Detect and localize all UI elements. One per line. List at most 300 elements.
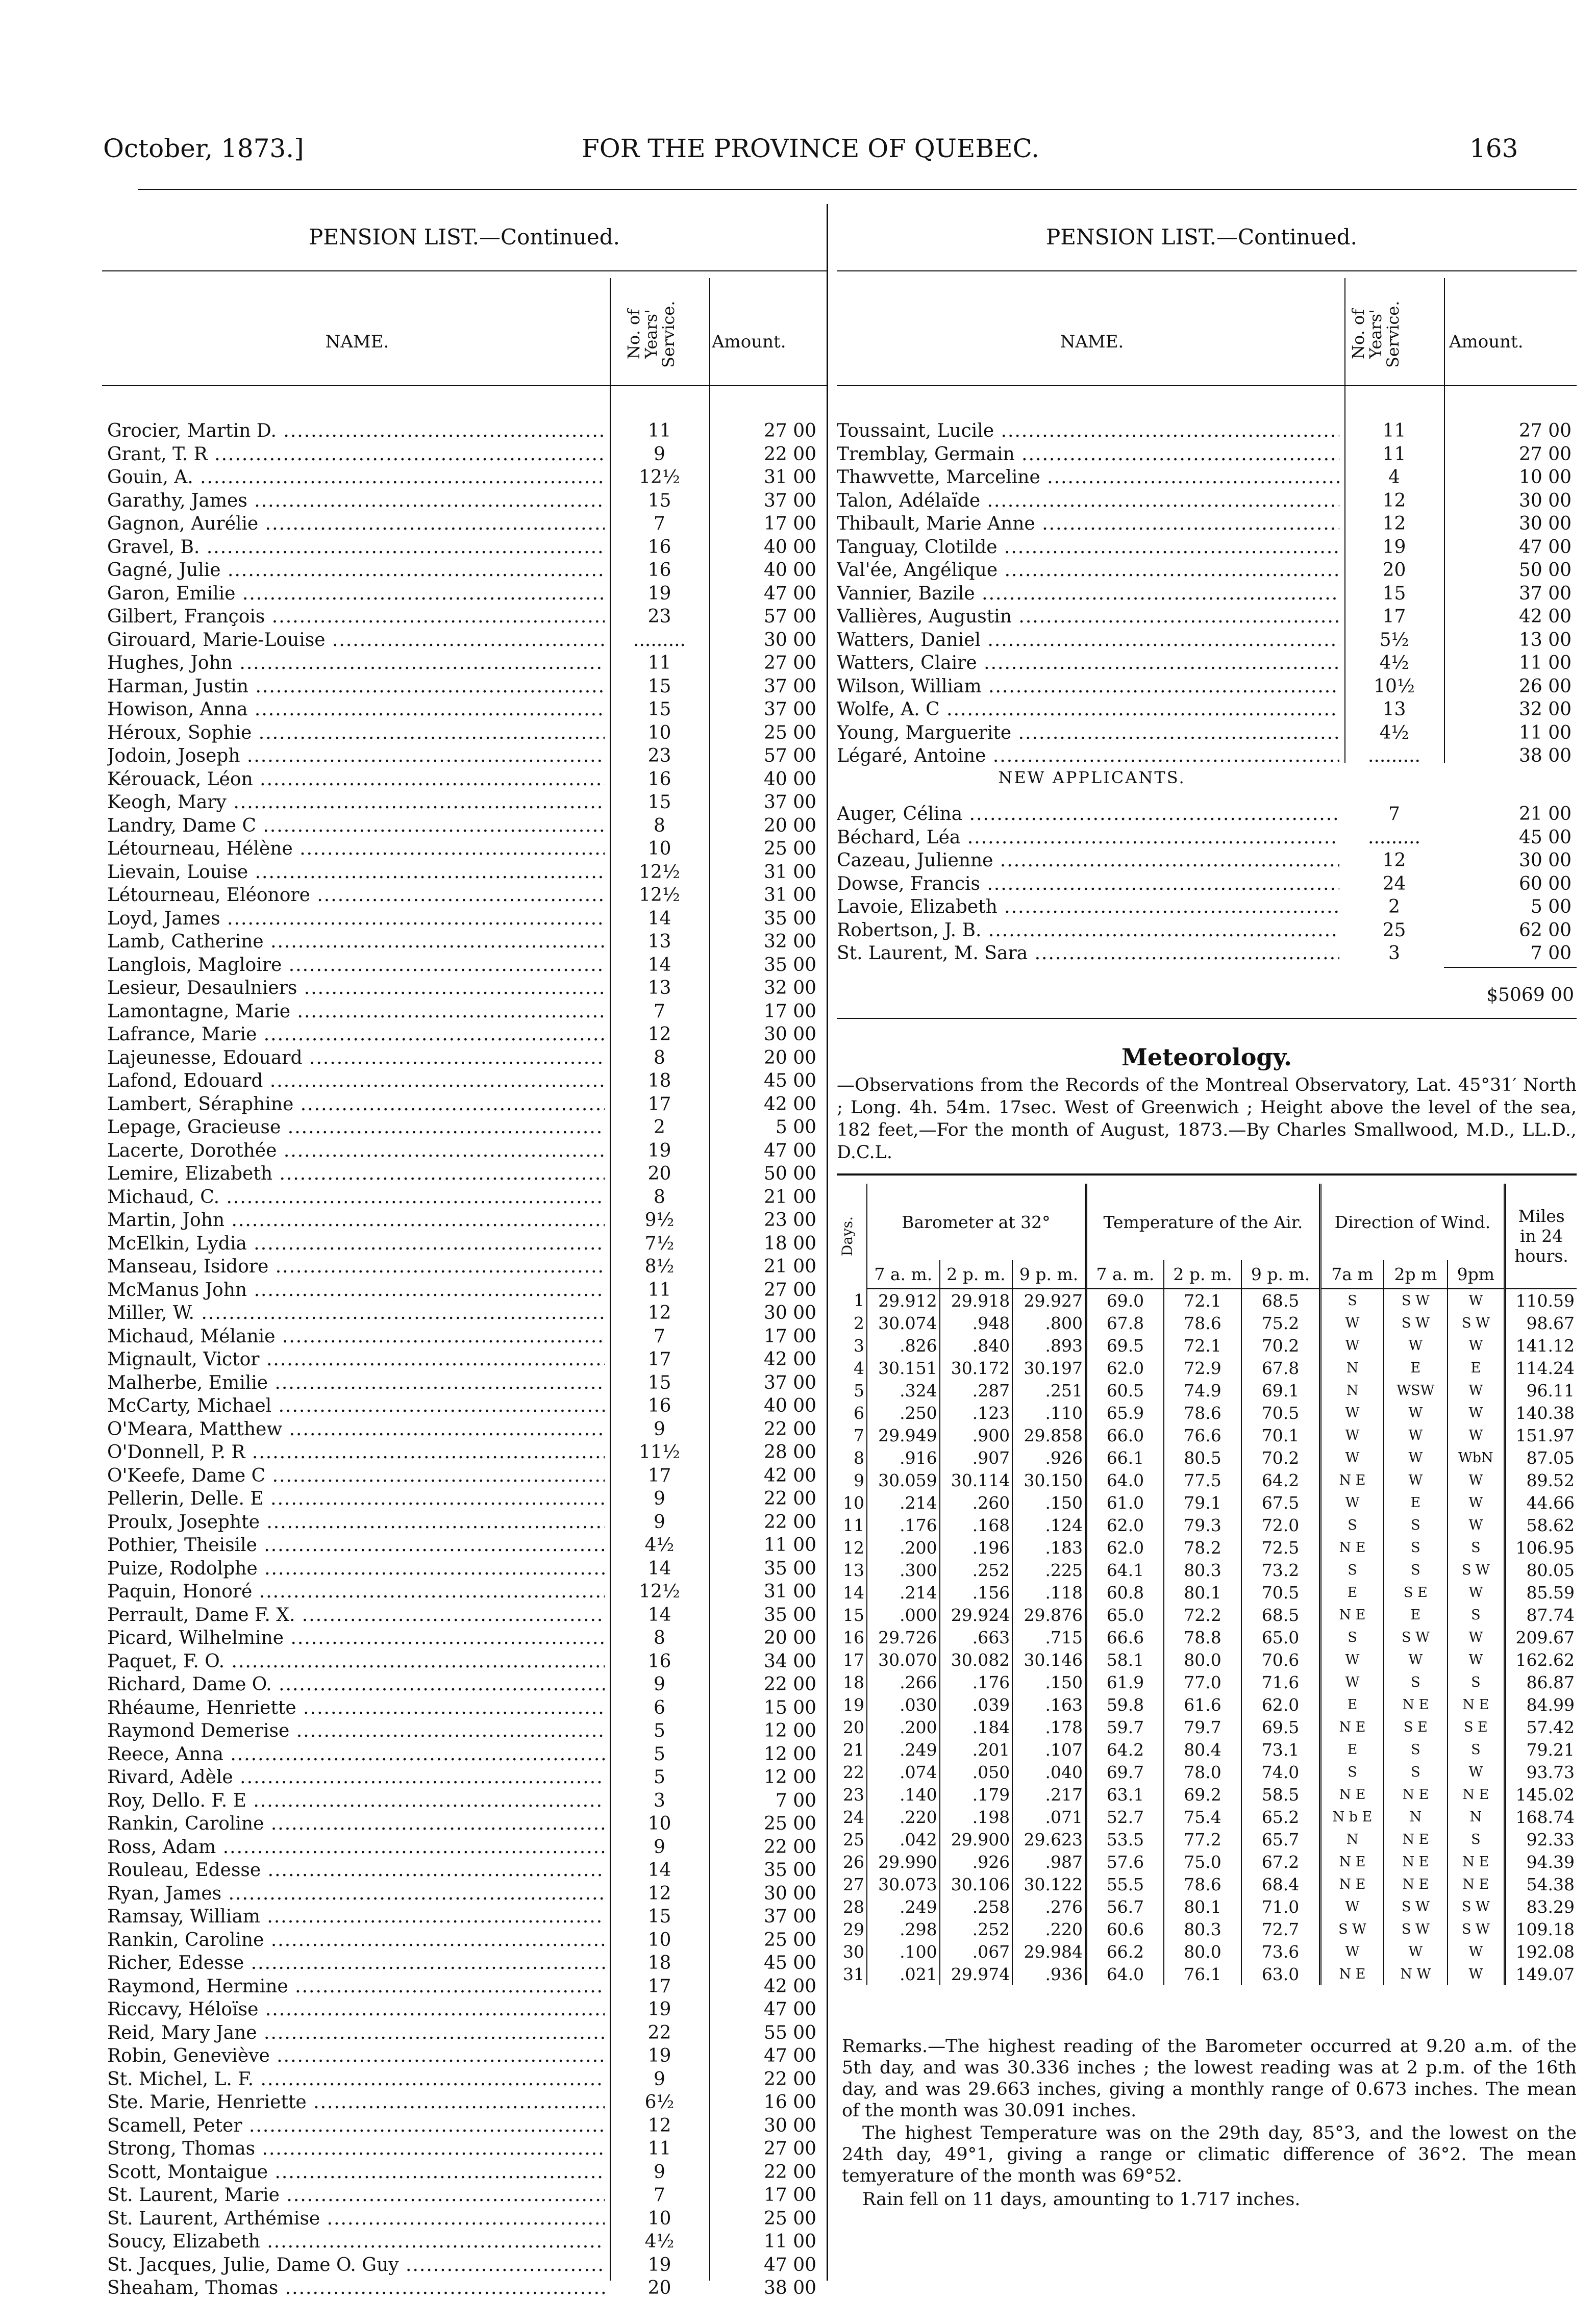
years-of-service: 19	[647, 1999, 671, 2020]
meteorology-intro: —Observations from the Records of the Montreal Observatory, Lat. 45°31′ North ; Long. 4h. 54m. 17sec. West of Greenwich ; Height above the level of the sea, 182 feet,—For the month of August, 1873.—By Charles Smallwood, M.D., LL.D., D.C.L.	[837, 1075, 1577, 1163]
wind-9pm: W	[1448, 1469, 1505, 1491]
wind-2pm: S W	[1384, 1289, 1448, 1312]
wind-9pm: W	[1448, 1491, 1505, 1514]
baro-9pm: 29.984	[1012, 1940, 1086, 1963]
met-row	[837, 1626, 1577, 1648]
years-of-service: 11	[647, 420, 671, 441]
pensioner-name: Hughes, John .....	[107, 652, 605, 675]
day-number: 14	[843, 1582, 864, 1603]
pension-row	[107, 1998, 827, 2021]
day-number: 25	[843, 1829, 864, 1849]
pension-row	[837, 942, 1577, 965]
years-of-service: 15	[647, 792, 671, 813]
pension-amount: 26 00	[1518, 676, 1572, 697]
miles-24h: 79.21	[1505, 1738, 1577, 1761]
day-number: 20	[843, 1717, 864, 1737]
pension-amount: 25 00	[763, 2208, 816, 2229]
met-row	[837, 1738, 1577, 1761]
miles-24h: 149.07	[1505, 1963, 1577, 1985]
right-list-title: PENSION LIST.—Continued.	[1046, 224, 1357, 249]
pensioner-name: Watters, Daniel .....	[837, 629, 1339, 652]
temp-2pm: 80.0	[1164, 1648, 1241, 1671]
left-list-title: PENSION LIST.—Continued.	[309, 224, 620, 249]
met-row	[837, 1402, 1577, 1424]
pension-amount: 15 00	[763, 1697, 816, 1718]
pension-row	[107, 2021, 827, 2045]
meteorology-table	[837, 1184, 1577, 1985]
pension-row	[107, 1766, 827, 1789]
years-of-service: 10	[647, 2208, 671, 2229]
pension-amount: 17 00	[763, 2185, 816, 2206]
temp-7am: 65.9	[1086, 1402, 1163, 1424]
day-number: 21	[843, 1739, 864, 1760]
pension-amount: 35 00	[763, 954, 816, 976]
wind-9pm: N E	[1448, 1851, 1505, 1873]
day-number: 22	[843, 1762, 864, 1782]
years-of-service: 10½	[1374, 676, 1415, 697]
pensioner-name: Ste. Marie, Henriette .....	[107, 2091, 605, 2114]
pension-amount: 42 00	[763, 1976, 816, 1997]
wind-2pm: N	[1384, 1806, 1448, 1828]
baro-9pm: .124	[1012, 1514, 1086, 1536]
temp-2pm: 69.2	[1164, 1783, 1241, 1806]
temp-7am: 61.9	[1086, 1671, 1163, 1693]
years-of-service: 7	[1388, 804, 1400, 824]
pension-row	[107, 1511, 827, 1534]
pension-row	[107, 1093, 827, 1116]
pension-row	[107, 1046, 827, 1070]
years-of-service: 4½	[1379, 653, 1409, 673]
met-table-top-rule	[837, 1173, 1577, 1176]
pensioner-name: Auger, Célina .....	[837, 803, 1339, 826]
wind-9pm: S	[1448, 1604, 1505, 1626]
pension-row	[107, 1812, 827, 1836]
pensioner-name: Watters, Claire .....	[837, 652, 1339, 675]
pension-row	[107, 884, 827, 907]
pension-amount: 42 00	[763, 1093, 816, 1115]
temp-9pm: 72.0	[1241, 1514, 1320, 1536]
pensioner-name: Raymond, Hermine .....	[107, 1975, 605, 1998]
temp-2pm: 79.3	[1164, 1514, 1241, 1536]
pension-amount: 7 00	[775, 1790, 816, 1811]
wind-2pm: S	[1384, 1559, 1448, 1581]
temp-7am: 55.5	[1086, 1873, 1163, 1895]
pensioner-name: Richard, Dame O. .....	[107, 1673, 605, 1696]
pensioner-name: Vannier, Bazile .....	[837, 582, 1339, 606]
wind-2pm: W	[1384, 1648, 1448, 1671]
pensioner-name: Gagné, Julie .....	[107, 559, 605, 582]
years-of-service: 4	[1388, 467, 1400, 488]
temp-7am: 62.0	[1086, 1357, 1163, 1379]
wind-7am: W	[1320, 1312, 1384, 1334]
baro-9pm: .225	[1012, 1559, 1086, 1581]
pensioner-name: O'Keefe, Dame C .....	[107, 1464, 605, 1488]
temp-9pm: 72.5	[1241, 1536, 1320, 1559]
pension-row	[107, 1882, 827, 1906]
baro-9pm: .178	[1012, 1716, 1086, 1738]
pension-row	[107, 466, 827, 489]
wind-7am: W	[1320, 1446, 1384, 1469]
pension-amount: 37 00	[763, 792, 816, 813]
pensioner-name: Lafond, Edouard .....	[107, 1069, 605, 1093]
baro-7am: 29.949	[867, 1424, 940, 1446]
met-row	[837, 1514, 1577, 1536]
years-of-service: 3	[1388, 943, 1400, 964]
pensioner-name: Sheaham, Thomas .....	[107, 2277, 605, 2300]
pension-row	[837, 895, 1577, 919]
day-number: 15	[843, 1605, 864, 1625]
pensioner-name: Pothier, Theisile .....	[107, 1534, 605, 1557]
temp-9pm: 75.2	[1241, 1312, 1320, 1334]
miles-24h: 110.59	[1505, 1289, 1577, 1312]
pension-row	[107, 1186, 827, 1209]
baro-7am: .249	[867, 1895, 940, 1918]
years-of-service: 15	[647, 699, 671, 720]
temp-2pm: 72.1	[1164, 1334, 1241, 1357]
pension-row	[107, 861, 827, 884]
wind-9pm: W	[1448, 1334, 1505, 1357]
years-of-service: 12	[647, 1024, 671, 1045]
pension-amount: 31 00	[763, 885, 816, 906]
years-of-service: 11½	[639, 1442, 680, 1463]
day-number: 9	[854, 1470, 864, 1490]
pension-amount: 32 00	[1518, 699, 1572, 720]
years-of-service: 19	[647, 583, 671, 604]
pension-row	[107, 1534, 827, 1557]
temp-9pm: 58.5	[1241, 1783, 1320, 1806]
wind-9pm-header: 9pm	[1448, 1260, 1505, 1289]
baro-9pm: 30.150	[1012, 1469, 1086, 1491]
pensioner-name: Puize, Rodolphe .....	[107, 1557, 605, 1581]
pensioner-name: Picard, Wilhelmine .....	[107, 1627, 605, 1650]
pension-row	[107, 2044, 827, 2068]
baro-7am: 30.151	[867, 1357, 940, 1379]
baro-2pm: 30.114	[940, 1469, 1013, 1491]
pensioner-name: Keogh, Mary .....	[107, 791, 605, 814]
remarks-temperature: The highest Temperature was on the 29th day, 85°3, and the lowest on the 24th day, 49°1, giving a range or climatic difference of 36°2. The mean temyerature of the month was 69°52.	[842, 2123, 1577, 2186]
pension-row	[107, 2277, 827, 2300]
baro-9pm: .118	[1012, 1581, 1086, 1604]
pensioner-name: Strong, Thomas .....	[107, 2137, 605, 2161]
temp-7am: 59.8	[1086, 1693, 1163, 1716]
baro-7am: 30.074	[867, 1312, 940, 1334]
pension-amount: 45 00	[1518, 827, 1572, 848]
pension-row	[107, 419, 827, 443]
pension-amount: 20 00	[763, 1628, 816, 1648]
baro-2pm: .039	[940, 1693, 1013, 1716]
miles-24h: 151.97	[1505, 1424, 1577, 1446]
years-of-service: 13	[647, 978, 671, 998]
wind-2pm: S E	[1384, 1581, 1448, 1604]
pension-amount: 37 00	[763, 1372, 816, 1393]
pension-amount: 47 00	[763, 1999, 816, 2020]
pensioner-name: Robertson, J. B. .....	[837, 919, 1339, 942]
years-of-service: 12½	[639, 861, 680, 883]
pension-amount: 5 00	[775, 1117, 816, 1138]
pensioner-name: Lambert, Séraphine .....	[107, 1093, 605, 1116]
met-row	[837, 1873, 1577, 1895]
pension-row	[837, 466, 1577, 489]
wind-9pm: W	[1448, 1761, 1505, 1783]
baro-9pm: .276	[1012, 1895, 1086, 1918]
temp-2pm: 78.0	[1164, 1761, 1241, 1783]
miles-24h: 168.74	[1505, 1806, 1577, 1828]
baro-9pm: 29.858	[1012, 1424, 1086, 1446]
pension-row	[107, 2137, 827, 2161]
wind-2pm-header: 2p m	[1384, 1260, 1448, 1289]
wind-2pm: S	[1384, 1761, 1448, 1783]
pension-row	[107, 1000, 827, 1023]
years-of-service: 8	[654, 1186, 665, 1208]
pension-amount: 30 00	[1518, 850, 1572, 871]
pension-row	[837, 605, 1577, 629]
wind-2pm: W	[1384, 1469, 1448, 1491]
pensioner-name: Wolfe, A. C .....	[837, 698, 1339, 721]
day-number: 1	[854, 1290, 864, 1310]
baro-7am-header: 7 a. m.	[867, 1260, 940, 1289]
baro-9pm: .183	[1012, 1536, 1086, 1559]
years-of-service: 9½	[644, 1210, 675, 1231]
pensioner-name: Val'ée, Angélique .....	[837, 559, 1339, 582]
miles-24h: 209.67	[1505, 1626, 1577, 1648]
wind-2pm: W	[1384, 1402, 1448, 1424]
met-row	[837, 1446, 1577, 1469]
baro-9pm: .987	[1012, 1851, 1086, 1873]
pensioner-name: Michaud, Mélanie .....	[107, 1325, 605, 1348]
years-of-service: 12	[1382, 850, 1406, 871]
temp-7am: 60.8	[1086, 1581, 1163, 1604]
miles-24h: 57.42	[1505, 1716, 1577, 1738]
temp-9pm: 65.7	[1241, 1828, 1320, 1851]
temp-7am: 67.8	[1086, 1312, 1163, 1334]
years-of-service: 9	[654, 1836, 665, 1858]
pension-row	[107, 1325, 827, 1348]
baro-2pm: .900	[940, 1424, 1013, 1446]
pension-amount: 23 00	[763, 1210, 816, 1231]
temp-2pm: 74.9	[1164, 1379, 1241, 1402]
years-of-service: 9	[654, 2068, 665, 2090]
pension-row	[107, 1139, 827, 1163]
pensioner-name: Paquet, F. O. .....	[107, 1650, 605, 1673]
years-of-service: 8	[654, 815, 665, 836]
temp-7am: 53.5	[1086, 1828, 1163, 1851]
years-of-service: 13	[1382, 699, 1406, 720]
pension-amount: 35 00	[763, 1558, 816, 1579]
years-of-service: 14	[647, 954, 671, 976]
pensioner-name: Loyd, James .....	[107, 907, 605, 931]
baro-9pm: .936	[1012, 1963, 1086, 1985]
pension-amount: 11 00	[763, 2231, 816, 2252]
baro-2pm: 30.172	[940, 1357, 1013, 1379]
pension-amount: 21 00	[1518, 804, 1572, 824]
pensioner-name: Roy, Dello. F. E .....	[107, 1789, 605, 1813]
temperature-header: Temperature of the Air.	[1086, 1184, 1320, 1260]
wind-2pm: W	[1384, 1940, 1448, 1963]
wind-9pm: S W	[1448, 1918, 1505, 1940]
pension-row	[107, 489, 827, 513]
years-of-service: 11	[647, 1279, 671, 1301]
pension-amount: 27 00	[1518, 443, 1572, 465]
years-of-service: 19	[647, 2045, 671, 2066]
pension-amount: 57 00	[763, 606, 816, 627]
pension-row	[107, 2230, 827, 2254]
baro-7am: 29.912	[867, 1289, 940, 1312]
baro-2pm: .252	[940, 1918, 1013, 1940]
pension-amount: 17 00	[763, 1001, 816, 1022]
day-number: 18	[843, 1672, 864, 1692]
pensioner-name: Reid, Mary Jane .....	[107, 2021, 605, 2045]
years-of-service: 20	[647, 2278, 671, 2298]
pension-row	[107, 1394, 827, 1418]
wind-9pm: S E	[1448, 1716, 1505, 1738]
baro-2pm: 29.918	[940, 1289, 1013, 1312]
baro-2pm: .050	[940, 1761, 1013, 1783]
years-of-service: 9	[654, 1488, 665, 1509]
pension-amount: 47 00	[763, 583, 816, 604]
temp-9pm: 72.7	[1241, 1918, 1320, 1940]
temp-2pm: 77.5	[1164, 1469, 1241, 1491]
miles-24h: 87.74	[1505, 1604, 1577, 1626]
temp-9pm: 70.5	[1241, 1581, 1320, 1604]
pensioner-name: Howison, Anna .....	[107, 698, 605, 721]
temp-7am: 59.7	[1086, 1716, 1163, 1738]
years-of-service: 9	[654, 1511, 665, 1533]
pension-row	[107, 1348, 827, 1371]
pensioner-name: Soucy, Elizabeth .....	[107, 2230, 605, 2254]
years-of-service: 7	[654, 2185, 665, 2206]
pension-row	[107, 652, 827, 675]
wind-2pm: E	[1384, 1604, 1448, 1626]
pensioner-name: Raymond Demerise .....	[107, 1719, 605, 1743]
pensioner-name: Jodoin, Joseph .....	[107, 744, 605, 768]
met-row	[837, 1895, 1577, 1918]
pension-amount: 21 00	[763, 1256, 816, 1277]
years-of-service: 9	[654, 443, 665, 465]
day-number: 28	[843, 1896, 864, 1917]
pension-row	[107, 2114, 827, 2138]
years-of-service: 4½	[644, 2231, 675, 2252]
wind-2pm: W	[1384, 1334, 1448, 1357]
baro-2pm: .258	[940, 1895, 1013, 1918]
baro-7am: .916	[867, 1446, 940, 1469]
pension-row	[107, 814, 827, 838]
met-row	[837, 1648, 1577, 1671]
pensioner-name: Rankin, Caroline .....	[107, 1929, 605, 1952]
baro-7am: .140	[867, 1783, 940, 1806]
wind-9pm: E	[1448, 1357, 1505, 1379]
years-of-service: 12½	[639, 885, 680, 906]
baro-2pm-header: 2 p. m.	[940, 1260, 1013, 1289]
wind-7am: N E	[1320, 1716, 1384, 1738]
temp-9pm: 68.5	[1241, 1289, 1320, 1312]
miles-24h: 84.99	[1505, 1693, 1577, 1716]
temp-7am: 57.6	[1086, 1851, 1163, 1873]
pensioner-name: Héroux, Sophie .....	[107, 721, 605, 745]
pensioner-name: Rankin, Caroline .....	[107, 1812, 605, 1836]
pension-amount: 13 00	[1518, 629, 1572, 651]
years-of-service: .........	[1368, 827, 1420, 848]
wind-7am: W	[1320, 1402, 1384, 1424]
temp-2pm: 78.2	[1164, 1536, 1241, 1559]
pension-row	[837, 849, 1577, 872]
pension-amount: 25 00	[763, 722, 816, 743]
day-number: 30	[843, 1941, 864, 1962]
baro-2pm: .663	[940, 1626, 1013, 1648]
years-of-service: 14	[647, 1604, 671, 1626]
pension-amount: 22 00	[763, 2161, 816, 2183]
years-of-service: 16	[647, 768, 671, 790]
met-row	[837, 1424, 1577, 1446]
pension-row	[837, 582, 1577, 606]
met-row	[837, 1289, 1577, 1312]
pension-row	[837, 652, 1577, 675]
years-of-service: 13	[647, 931, 671, 952]
years-of-service: 17	[647, 1349, 671, 1370]
pension-row	[837, 419, 1577, 443]
pension-row	[107, 1069, 827, 1093]
baro-2pm: .179	[940, 1783, 1013, 1806]
baro-7am: .300	[867, 1559, 940, 1581]
right-col-amount-header: Amount.	[1449, 332, 1524, 352]
years-of-service: .........	[633, 629, 686, 651]
wind-7am: N E	[1320, 1604, 1384, 1626]
wind-7am: N b E	[1320, 1806, 1384, 1828]
pension-row	[107, 1371, 827, 1395]
pension-row	[107, 954, 827, 977]
wind-9pm: W	[1448, 1581, 1505, 1604]
years-of-service: 14	[647, 1860, 671, 1881]
pensioner-name: Gagnon, Aurélie .....	[107, 512, 605, 536]
pension-amount: 37 00	[763, 699, 816, 720]
pensioner-name: Lesieur, Desaulniers .....	[107, 977, 605, 1000]
years-of-service: 7	[654, 1001, 665, 1022]
pension-row	[107, 1441, 827, 1464]
baro-7am: .214	[867, 1491, 940, 1514]
met-row	[837, 1963, 1577, 1985]
wind-2pm: N E	[1384, 1828, 1448, 1851]
wind-2pm: S	[1384, 1514, 1448, 1536]
miles-24h: 162.62	[1505, 1648, 1577, 1671]
pensioner-name: Létourneau, Eléonore .....	[107, 884, 605, 907]
pensioner-name: Gravel, B. .....	[107, 536, 605, 559]
wind-9pm: WbN	[1448, 1446, 1505, 1469]
pension-amount: 31 00	[763, 467, 816, 488]
pensioner-name: St. Laurent, Marie .....	[107, 2184, 605, 2207]
day-number: 29	[843, 1919, 864, 1939]
running-header-title: FOR THE PROVINCE OF QUEBEC.	[582, 134, 1040, 163]
baro-2pm: .123	[940, 1402, 1013, 1424]
pensioner-name: Lajeunesse, Edouard .....	[107, 1046, 605, 1070]
wind-7am: N E	[1320, 1851, 1384, 1873]
baro-7am: 29.726	[867, 1626, 940, 1648]
baro-9pm: .217	[1012, 1783, 1086, 1806]
met-row	[837, 1604, 1577, 1626]
baro-2pm: .067	[940, 1940, 1013, 1963]
pension-row	[107, 1232, 827, 1256]
years-of-service: 14	[647, 908, 671, 929]
temp-2pm: 80.1	[1164, 1895, 1241, 1918]
years-of-service: 18	[647, 1953, 671, 1973]
pensioner-name: Michaud, C. .....	[107, 1186, 605, 1209]
pension-row	[107, 1604, 827, 1627]
pension-amount: 62 00	[1518, 919, 1572, 941]
pension-amount: 17 00	[763, 513, 816, 534]
pension-row	[837, 629, 1577, 652]
temp-9pm: 64.2	[1241, 1469, 1320, 1491]
pensioner-name: Lacerte, Dorothée .....	[107, 1139, 605, 1163]
pension-amount: 38 00	[1518, 745, 1572, 766]
remarks-rain: Rain fell on 11 days, amounting to 1.717 inches.	[862, 2189, 1301, 2210]
